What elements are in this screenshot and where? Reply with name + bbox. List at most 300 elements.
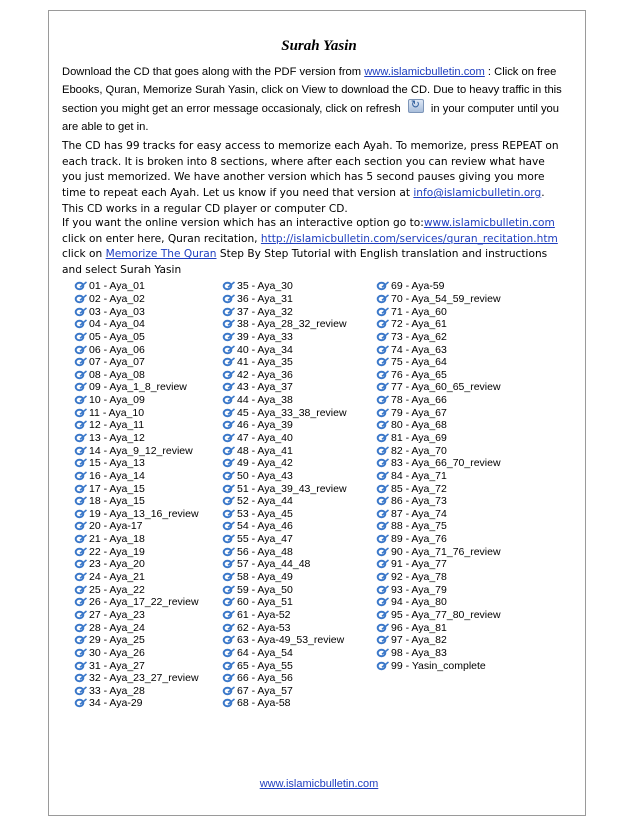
track-label: 56 - Aya_48 bbox=[237, 545, 293, 558]
track-label: 36 - Aya_31 bbox=[237, 292, 293, 305]
track-label: 98 - Aya_83 bbox=[391, 646, 447, 659]
audio-track-icon bbox=[74, 382, 87, 392]
audio-track-icon bbox=[74, 635, 87, 645]
online-version-paragraph: If you want the online version which has an interactive option go to:www.islamicbulletin.com click on enter here, Quran recitation, http://islamicbulletin.com/services/quran_recitation.htm click on Memorize The Quran Step By Step Tutorial with English translation and instructions and select Surah Yasin bbox=[62, 217, 558, 277]
track-item[interactable] bbox=[74, 356, 199, 369]
track-label: 83 - Aya_66_70_review bbox=[391, 457, 501, 470]
track-item[interactable] bbox=[222, 381, 347, 394]
track-item[interactable] bbox=[376, 545, 501, 558]
track-label: 41 - Aya_35 bbox=[237, 356, 293, 369]
track-label: 24 - Aya_21 bbox=[89, 571, 145, 584]
audio-track-icon bbox=[74, 484, 87, 494]
track-label: 18 - Aya_15 bbox=[89, 495, 145, 508]
track-item[interactable] bbox=[376, 571, 501, 584]
track-item[interactable] bbox=[74, 571, 199, 584]
track-item[interactable] bbox=[376, 533, 501, 546]
track-item[interactable] bbox=[376, 381, 501, 394]
audio-track-icon bbox=[376, 420, 389, 430]
track-label: 15 - Aya_13 bbox=[89, 457, 145, 470]
islamicbulletin-link-2[interactable]: www.islamicbulletin.com bbox=[423, 217, 555, 229]
track-label: 50 - Aya_43 bbox=[237, 469, 293, 482]
audio-track-icon bbox=[376, 547, 389, 557]
track-item[interactable] bbox=[74, 596, 199, 609]
track-label: 74 - Aya_63 bbox=[391, 343, 447, 356]
track-item[interactable] bbox=[222, 318, 347, 331]
audio-track-icon bbox=[376, 623, 389, 633]
audio-track-icon bbox=[74, 332, 87, 342]
track-label: 19 - Aya_13_16_review bbox=[89, 507, 199, 520]
track-item[interactable] bbox=[376, 495, 501, 508]
track-item[interactable] bbox=[376, 368, 501, 381]
track-item[interactable] bbox=[74, 659, 199, 672]
track-item[interactable] bbox=[222, 406, 347, 419]
track-label: 97 - Aya_82 bbox=[391, 634, 447, 647]
track-item[interactable] bbox=[222, 659, 347, 672]
track-item[interactable] bbox=[376, 609, 501, 622]
audio-track-icon bbox=[222, 370, 235, 380]
track-label: 03 - Aya_03 bbox=[89, 305, 145, 318]
audio-track-icon bbox=[376, 559, 389, 569]
track-label: 32 - Aya_23_27_review bbox=[89, 672, 199, 685]
audio-track-icon bbox=[222, 332, 235, 342]
track-item[interactable] bbox=[74, 305, 199, 318]
track-item[interactable] bbox=[376, 394, 501, 407]
track-label: 64 - Aya_54 bbox=[237, 646, 293, 659]
audio-track-icon bbox=[222, 698, 235, 708]
track-label: 68 - Aya-58 bbox=[237, 697, 291, 710]
audio-track-icon bbox=[222, 382, 235, 392]
audio-track-icon bbox=[376, 294, 389, 304]
track-item[interactable] bbox=[222, 571, 347, 584]
track-label: 14 - Aya_9_12_review bbox=[89, 444, 193, 457]
audio-track-icon bbox=[222, 534, 235, 544]
email-link[interactable]: info@islamicbulletin.org bbox=[413, 187, 542, 200]
audio-track-icon bbox=[222, 648, 235, 658]
audio-track-icon bbox=[222, 686, 235, 696]
track-item[interactable] bbox=[222, 596, 347, 609]
track-item[interactable] bbox=[376, 305, 501, 318]
audio-track-icon bbox=[376, 496, 389, 506]
track-label: 69 - Aya-59 bbox=[391, 280, 445, 293]
audio-track-icon bbox=[74, 420, 87, 430]
track-label: 96 - Aya_81 bbox=[391, 621, 447, 634]
audio-track-icon bbox=[74, 686, 87, 696]
track-item[interactable] bbox=[74, 331, 199, 344]
audio-track-icon bbox=[74, 597, 87, 607]
audio-track-icon bbox=[222, 357, 235, 367]
track-label: 91 - Aya_77 bbox=[391, 558, 447, 571]
audio-track-icon bbox=[222, 585, 235, 595]
audio-track-icon bbox=[222, 408, 235, 418]
audio-track-icon bbox=[376, 446, 389, 456]
audio-track-icon bbox=[222, 661, 235, 671]
audio-track-icon bbox=[222, 458, 235, 468]
track-label: 09 - Aya_1_8_review bbox=[89, 381, 187, 394]
track-item[interactable] bbox=[222, 685, 347, 698]
track-item[interactable] bbox=[376, 432, 501, 445]
track-label: 67 - Aya_57 bbox=[237, 684, 293, 697]
track-label: 21 - Aya_18 bbox=[89, 533, 145, 546]
track-label: 60 - Aya_51 bbox=[237, 596, 293, 609]
track-label: 70 - Aya_54_59_review bbox=[391, 292, 501, 305]
track-label: 40 - Aya_34 bbox=[237, 343, 293, 356]
audio-track-icon bbox=[74, 395, 87, 405]
audio-track-icon bbox=[376, 521, 389, 531]
track-item[interactable] bbox=[222, 508, 347, 521]
track-column-2 bbox=[222, 280, 347, 710]
track-item[interactable] bbox=[74, 672, 199, 685]
audio-track-icon bbox=[376, 585, 389, 595]
track-column-3 bbox=[376, 280, 501, 672]
track-label: 31 - Aya_27 bbox=[89, 659, 145, 672]
track-item[interactable] bbox=[74, 381, 199, 394]
audio-track-icon bbox=[376, 319, 389, 329]
track-item[interactable] bbox=[222, 343, 347, 356]
track-label: 46 - Aya_39 bbox=[237, 419, 293, 432]
track-item[interactable] bbox=[74, 609, 199, 622]
track-label: 07 - Aya_07 bbox=[89, 356, 145, 369]
audio-track-icon bbox=[222, 395, 235, 405]
audio-track-icon bbox=[376, 357, 389, 367]
track-item[interactable] bbox=[222, 609, 347, 622]
track-item[interactable] bbox=[376, 596, 501, 609]
track-item[interactable] bbox=[74, 482, 199, 495]
track-label: 76 - Aya_65 bbox=[391, 368, 447, 381]
track-label: 57 - Aya_44_48 bbox=[237, 558, 311, 571]
track-label: 33 - Aya_28 bbox=[89, 684, 145, 697]
track-label: 37 - Aya_32 bbox=[237, 305, 293, 318]
track-item[interactable] bbox=[74, 697, 199, 710]
track-label: 77 - Aya_60_65_review bbox=[391, 381, 501, 394]
track-label: 08 - Aya_08 bbox=[89, 368, 145, 381]
track-item[interactable] bbox=[222, 558, 347, 571]
audio-track-icon bbox=[74, 281, 87, 291]
track-label: 34 - Aya-29 bbox=[89, 697, 143, 710]
audio-track-icon bbox=[376, 509, 389, 519]
track-item[interactable] bbox=[74, 647, 199, 660]
audio-track-icon bbox=[222, 294, 235, 304]
audio-track-icon bbox=[74, 345, 87, 355]
track-label: 27 - Aya_23 bbox=[89, 608, 145, 621]
track-item[interactable] bbox=[376, 659, 501, 672]
track-item[interactable] bbox=[376, 293, 501, 306]
track-item[interactable] bbox=[222, 482, 347, 495]
track-label: 65 - Aya_55 bbox=[237, 659, 293, 672]
track-item[interactable] bbox=[222, 634, 347, 647]
track-label: 01 - Aya_01 bbox=[89, 280, 145, 293]
quran-recitation-link[interactable]: http://islamicbulletin.com/services/quran_recitation.htm bbox=[260, 232, 558, 245]
track-label: 80 - Aya_68 bbox=[391, 419, 447, 432]
audio-track-icon bbox=[222, 597, 235, 607]
track-item[interactable] bbox=[222, 368, 347, 381]
refresh-icon bbox=[408, 99, 424, 113]
audio-track-icon bbox=[74, 496, 87, 506]
audio-track-icon bbox=[74, 585, 87, 595]
audio-track-icon bbox=[222, 433, 235, 443]
track-label: 85 - Aya_72 bbox=[391, 482, 447, 495]
track-label: 44 - Aya_38 bbox=[237, 394, 293, 407]
track-item[interactable] bbox=[74, 533, 199, 546]
footer-link[interactable]: www.islamicbulletin.com bbox=[259, 778, 379, 790]
audio-track-icon bbox=[74, 673, 87, 683]
track-item[interactable] bbox=[74, 457, 199, 470]
track-label: 88 - Aya_75 bbox=[391, 520, 447, 533]
audio-track-icon bbox=[376, 648, 389, 658]
track-label: 93 - Aya_79 bbox=[391, 583, 447, 596]
audio-track-icon bbox=[222, 547, 235, 557]
track-item[interactable] bbox=[376, 558, 501, 571]
track-label: 62 - Aya-53 bbox=[237, 621, 291, 634]
track-item[interactable] bbox=[222, 293, 347, 306]
track-item[interactable] bbox=[74, 685, 199, 698]
audio-track-icon bbox=[222, 446, 235, 456]
page-title: Surah Yasin bbox=[281, 38, 357, 54]
track-item[interactable] bbox=[376, 331, 501, 344]
track-item[interactable] bbox=[222, 419, 347, 432]
audio-track-icon bbox=[376, 395, 389, 405]
cd-info-paragraph: The CD has 99 tracks for easy access to memorize each Ayah. To memorize, press REPEAT on each track. It is broken into 8 sections, where after each section you can review what have you just memorized. We have another version which has 5 second pauses giving you more time to repeat each Ayah. Let us know if you need that version at info@islamicbulletin.org. This CD works in a regular CD player or computer CD. bbox=[62, 140, 559, 215]
track-label: 73 - Aya_62 bbox=[391, 330, 447, 343]
islamicbulletin-link[interactable]: www.islamicbulletin.com bbox=[364, 66, 485, 78]
track-label: 75 - Aya_64 bbox=[391, 356, 447, 369]
track-item[interactable] bbox=[376, 356, 501, 369]
track-item[interactable] bbox=[74, 495, 199, 508]
track-item[interactable] bbox=[222, 495, 347, 508]
track-label: 86 - Aya_73 bbox=[391, 495, 447, 508]
audio-track-icon bbox=[222, 345, 235, 355]
track-label: 72 - Aya_61 bbox=[391, 318, 447, 331]
track-label: 28 - Aya_24 bbox=[89, 621, 145, 634]
audio-track-icon bbox=[74, 458, 87, 468]
audio-track-icon bbox=[74, 370, 87, 380]
track-item[interactable] bbox=[74, 394, 199, 407]
track-label: 51 - Aya_39_43_review bbox=[237, 482, 347, 495]
audio-track-icon bbox=[376, 635, 389, 645]
track-label: 92 - Aya_78 bbox=[391, 571, 447, 584]
track-label: 12 - Aya_11 bbox=[89, 419, 145, 432]
audio-track-icon bbox=[74, 357, 87, 367]
track-item[interactable] bbox=[74, 508, 199, 521]
track-item[interactable] bbox=[222, 697, 347, 710]
audio-track-icon bbox=[74, 307, 87, 317]
track-label: 52 - Aya_44 bbox=[237, 495, 293, 508]
track-item[interactable] bbox=[74, 634, 199, 647]
track-item[interactable] bbox=[376, 280, 501, 293]
audio-track-icon bbox=[376, 572, 389, 582]
audio-track-icon bbox=[74, 547, 87, 557]
audio-track-icon bbox=[222, 496, 235, 506]
track-item[interactable] bbox=[74, 406, 199, 419]
track-label: 39 - Aya_33 bbox=[237, 330, 293, 343]
track-label: 53 - Aya_45 bbox=[237, 507, 293, 520]
audio-track-icon bbox=[222, 319, 235, 329]
track-label: 84 - Aya_71 bbox=[391, 469, 447, 482]
track-label: 30 - Aya_26 bbox=[89, 646, 145, 659]
track-label: 13 - Aya_12 bbox=[89, 432, 145, 444]
track-item[interactable] bbox=[222, 533, 347, 546]
track-item[interactable] bbox=[74, 470, 199, 483]
track-label: 89 - Aya_76 bbox=[391, 533, 447, 546]
track-label: 26 - Aya_17_22_review bbox=[89, 596, 199, 609]
audio-track-icon bbox=[222, 420, 235, 430]
track-item[interactable] bbox=[376, 621, 501, 634]
audio-track-icon bbox=[222, 623, 235, 633]
track-label: 63 - Aya-49_53_review bbox=[237, 634, 345, 647]
track-item[interactable] bbox=[376, 343, 501, 356]
track-label: 16 - Aya_14 bbox=[89, 469, 145, 482]
track-label: 71 - Aya_60 bbox=[391, 305, 447, 318]
track-item[interactable] bbox=[74, 545, 199, 558]
track-item[interactable] bbox=[376, 470, 501, 483]
audio-track-icon bbox=[222, 471, 235, 481]
track-item[interactable] bbox=[74, 558, 199, 571]
track-label: 42 - Aya_36 bbox=[237, 368, 293, 381]
memorize-quran-link[interactable]: Memorize The Quran bbox=[105, 248, 217, 261]
track-label: 54 - Aya_46 bbox=[237, 520, 293, 533]
audio-track-icon bbox=[376, 433, 389, 443]
track-label: 49 - Aya_42 bbox=[237, 457, 293, 470]
audio-track-icon bbox=[222, 307, 235, 317]
audio-track-icon bbox=[74, 559, 87, 569]
audio-track-icon bbox=[376, 408, 389, 418]
audio-track-icon bbox=[376, 458, 389, 468]
audio-track-icon bbox=[74, 521, 87, 531]
audio-track-icon bbox=[74, 319, 87, 329]
track-item[interactable] bbox=[222, 621, 347, 634]
track-item[interactable] bbox=[74, 621, 199, 634]
track-item[interactable] bbox=[376, 406, 501, 419]
audio-track-icon bbox=[74, 294, 87, 304]
track-label: 59 - Aya_50 bbox=[237, 583, 293, 596]
audio-track-icon bbox=[376, 370, 389, 380]
track-column-1 bbox=[74, 280, 199, 710]
track-label: 87 - Aya_74 bbox=[391, 507, 447, 520]
track-item[interactable] bbox=[74, 280, 199, 293]
track-item[interactable] bbox=[222, 280, 347, 293]
audio-track-icon bbox=[376, 332, 389, 342]
track-item[interactable] bbox=[376, 419, 501, 432]
audio-track-icon bbox=[222, 484, 235, 494]
track-item[interactable] bbox=[222, 672, 347, 685]
track-label: 90 - Aya_71_76_review bbox=[391, 545, 501, 558]
track-item[interactable] bbox=[376, 318, 501, 331]
audio-track-icon bbox=[376, 610, 389, 620]
track-label: 43 - Aya_37 bbox=[237, 381, 293, 394]
audio-track-icon bbox=[222, 281, 235, 291]
track-label: 47 - Aya_40 bbox=[237, 432, 293, 444]
track-item[interactable] bbox=[376, 583, 501, 596]
track-item[interactable] bbox=[74, 432, 199, 445]
track-item[interactable] bbox=[74, 520, 199, 533]
audio-track-icon bbox=[74, 446, 87, 456]
track-item[interactable] bbox=[222, 545, 347, 558]
audio-track-icon bbox=[376, 281, 389, 291]
track-label: 23 - Aya_20 bbox=[89, 558, 145, 571]
track-item[interactable] bbox=[74, 318, 199, 331]
track-label: 78 - Aya_66 bbox=[391, 394, 447, 407]
audio-track-icon bbox=[74, 648, 87, 658]
track-list bbox=[66, 280, 566, 772]
audio-track-icon bbox=[74, 610, 87, 620]
audio-track-icon bbox=[222, 673, 235, 683]
track-label: 17 - Aya_15 bbox=[89, 482, 145, 495]
track-label: 99 - Yasin_complete bbox=[391, 659, 486, 672]
audio-track-icon bbox=[376, 661, 389, 671]
track-label: 95 - Aya_77_80_review bbox=[391, 608, 501, 621]
track-label: 55 - Aya_47 bbox=[237, 533, 293, 546]
track-label: 79 - Aya_67 bbox=[391, 406, 447, 419]
track-label: 10 - Aya_09 bbox=[89, 394, 145, 407]
track-label: 45 - Aya_33_38_review bbox=[237, 406, 347, 419]
audio-track-icon bbox=[222, 559, 235, 569]
track-label: 38 - Aya_28_32_review bbox=[237, 318, 347, 331]
audio-track-icon bbox=[376, 534, 389, 544]
track-label: 48 - Aya_41 bbox=[237, 444, 293, 457]
audio-track-icon bbox=[376, 345, 389, 355]
track-item[interactable] bbox=[222, 444, 347, 457]
audio-track-icon bbox=[376, 484, 389, 494]
track-item[interactable] bbox=[376, 520, 501, 533]
track-item[interactable] bbox=[74, 419, 199, 432]
track-item[interactable] bbox=[376, 647, 501, 660]
track-item[interactable] bbox=[74, 293, 199, 306]
track-item[interactable] bbox=[222, 583, 347, 596]
track-label: 61 - Aya-52 bbox=[237, 608, 291, 621]
track-item[interactable] bbox=[222, 457, 347, 470]
audio-track-icon bbox=[74, 433, 87, 443]
track-label: 35 - Aya_30 bbox=[237, 280, 293, 293]
track-label: 94 - Aya_80 bbox=[391, 596, 447, 609]
track-label: 11 - Aya_10 bbox=[89, 406, 145, 419]
audio-track-icon bbox=[74, 509, 87, 519]
track-label: 66 - Aya_56 bbox=[237, 672, 293, 685]
audio-track-icon bbox=[222, 572, 235, 582]
track-item[interactable] bbox=[222, 470, 347, 483]
track-item[interactable] bbox=[222, 394, 347, 407]
audio-track-icon bbox=[222, 509, 235, 519]
track-item[interactable] bbox=[376, 634, 501, 647]
audio-track-icon bbox=[376, 382, 389, 392]
audio-track-icon bbox=[74, 534, 87, 544]
track-item[interactable] bbox=[74, 583, 199, 596]
download-paragraph: Download the CD that goes along with the PDF version from www.islamicbulletin.com : Click on free Ebooks, Quran, Memorize Surah Yasin, click on View to download the CD. Due to heavy traffic in this section you might get an error message occasionaly, click on refresh ↻ in your computer until you are able to get in. bbox=[62, 64, 562, 136]
track-label: 29 - Aya_25 bbox=[89, 634, 145, 647]
track-item[interactable] bbox=[74, 444, 199, 457]
track-item[interactable] bbox=[74, 343, 199, 356]
track-item[interactable] bbox=[376, 482, 501, 495]
track-label: 06 - Aya_06 bbox=[89, 343, 145, 356]
track-item[interactable] bbox=[376, 508, 501, 521]
track-label: 82 - Aya_70 bbox=[391, 444, 447, 457]
track-item[interactable] bbox=[222, 356, 347, 369]
track-item[interactable] bbox=[222, 520, 347, 533]
track-item[interactable] bbox=[222, 331, 347, 344]
track-item[interactable] bbox=[222, 305, 347, 318]
track-item[interactable] bbox=[74, 368, 199, 381]
audio-track-icon bbox=[222, 635, 235, 645]
audio-track-icon bbox=[376, 471, 389, 481]
track-item[interactable] bbox=[222, 647, 347, 660]
track-label: 58 - Aya_49 bbox=[237, 571, 293, 584]
track-label: 20 - Aya-17 bbox=[89, 520, 143, 533]
audio-track-icon bbox=[74, 572, 87, 582]
track-label: 81 - Aya_69 bbox=[391, 432, 447, 444]
track-item[interactable] bbox=[376, 457, 501, 470]
track-item[interactable] bbox=[376, 444, 501, 457]
track-label: 02 - Aya_02 bbox=[89, 292, 145, 305]
audio-track-icon bbox=[74, 408, 87, 418]
track-item[interactable] bbox=[222, 432, 347, 445]
